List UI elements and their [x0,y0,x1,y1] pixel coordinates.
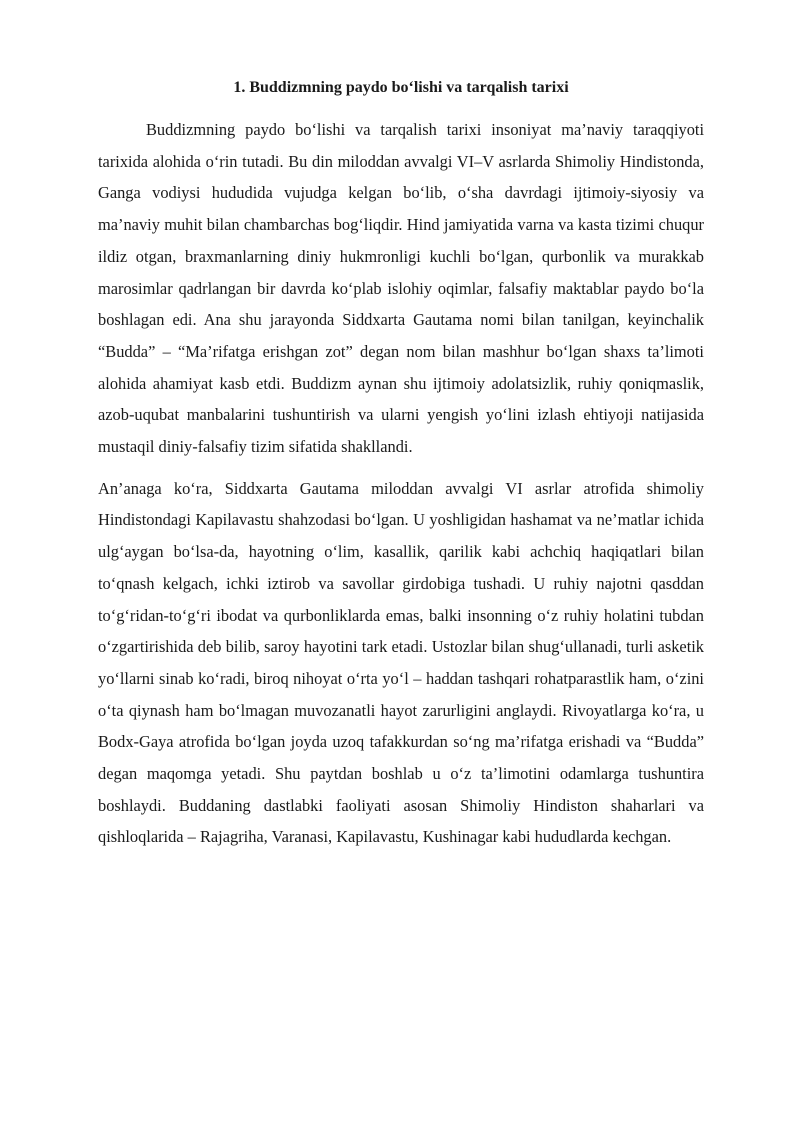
paragraph-siddhartha: An’anaga ko‘ra, Siddxarta Gautama miloddan avvalgi VI asrlar atrofida shimoliy Hindistondagi Kapilavastu shahzodasi bo‘lgan. U yoshligidan hashamat va ne’matlar ichida ulg‘aygan bo‘lsa-da, hayotning o‘lim, kasallik, qarilik kabi achchiq haqiqatlari bilan to‘qnash kelgach, ichki iztirob va savollar girdobiga tushadi. U ruhiy najotni qasddan to‘g‘ridan-to‘g‘ri ibodat va qurbonliklarda emas, balki insonning o‘z ruhiy holatini tubdan o‘zgartirishida deb bilib, saroy hayotini tark etadi. Ustozlar bilan shug‘ullanadi, turli asketik yo‘llarni sinab ko‘radi, biroq nihoyat o‘rta yo‘l – haddan tashqari rohatparastlik ham, o‘zini o‘ta qiynash ham bo‘lmagan muvozanatli hayot zarurligini anglaydi. Rivoyatlarga ko‘ra, u Bodx-Gaya atrofida bo‘lgan joyda uzoq tafakkurdan so‘ng ma’rifatga erishadi va “Budda” degan maqomga yetadi. Shu paytdan boshlab u o‘z ta’limotini odamlarga tushuntira boshlaydi. Buddaning dastlabki faoliyati asosan Shimoliy Hindiston shaharlari va qishloqlarida – Rajagriha, Varanasi, Kapilavastu, Kushinagar kabi hududlarda kechgan. [98,478,704,847]
paragraph-origin: Buddizmning paydo bo‘lishi va tarqalish tarixi insoniyat ma’naviy taraqqiyoti tarixida alohida o‘rin tutadi. Bu din miloddan avvalgi VI–V asrlarda Shimoliy Hindistonda, Ganga vodiysi hududida vujudga kelgan bo‘lib, o‘sha davrdagi ijtimoiy-siyosiy va ma’naviy muhit bilan chambarchas bog‘liqdir. Hind jamiyatida varna va kasta tizimi chuqur ildiz otgan, braxmanlarning diniy hukmronligi kuchli bo‘lgan, qurbonlik va murakkab marosimlar qadrlangan bir davrda ko‘plab islohiy oqimlar, falsafiy maktablar paydo bo‘la boshlagan edi. Ana shu jarayonda Siddxarta Gautama nomi bilan tanilgan, keyinchalik “Budda” – “Ma’rifatga erishgan zot” degan nom bilan mashhur bo‘lgan shaxs ta’limoti alohida ahamiyat kasb etdi. Buddizm aynan shu ijtimoiy adolatsizlik, ruhiy qoniqmaslik, azob-uqubat manbalarini tushuntirish va ularni yengish yo‘lini izlash ehtiyoji natijasida mustaqil diniy-falsafiy tizim sifatida shakllandi. [98,120,704,457]
page-title: 1. Buddizmning paydo bo‘lishi va tarqalish tarixi [233,79,569,96]
document-page [98,76,704,853]
